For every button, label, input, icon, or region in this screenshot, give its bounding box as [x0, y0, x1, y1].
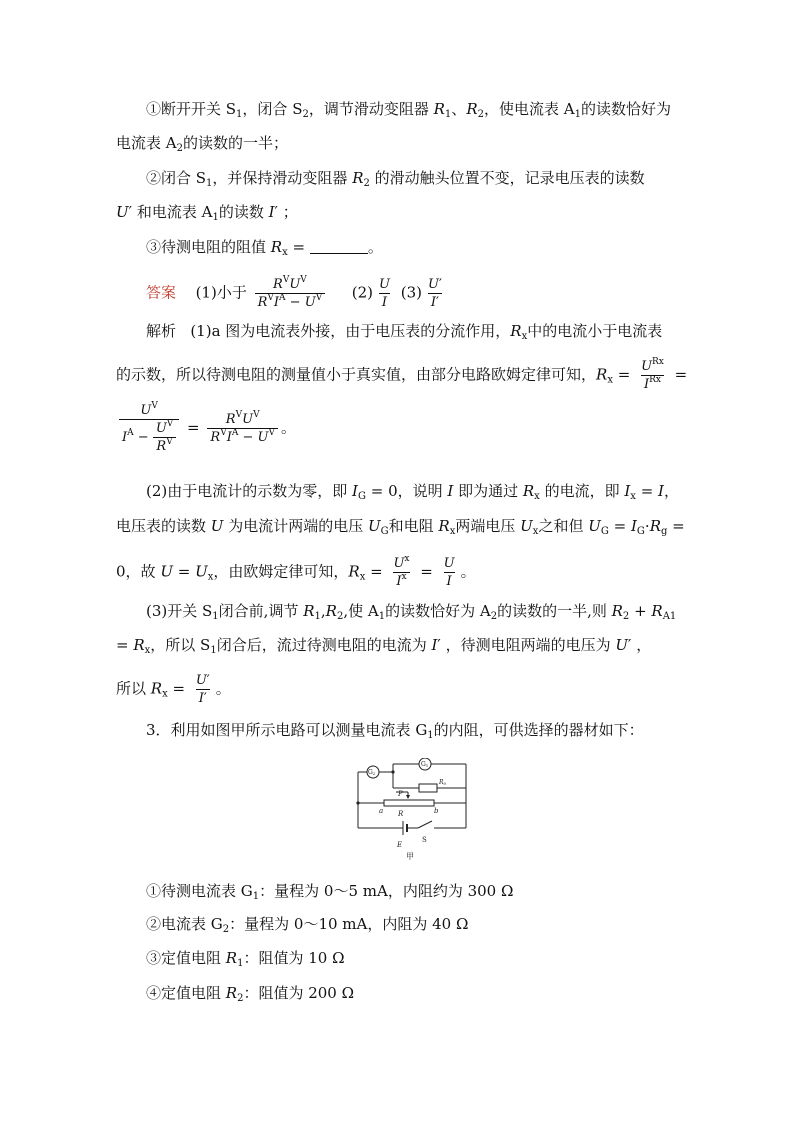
analysis-line-4: (2)由于电流计的示数为零，即 $I_G = 0$，说明 I 即为通过 $R_x$ 的电流，即 $I_x = I$，	[146, 482, 679, 502]
label-p: P	[398, 790, 403, 798]
analysis-line-2: 的示数，所以待测电阻的测量值小于真实值，由部分电路欧姆定律可知，$R_x$ = $\frac{U^{Rx}}{I^{Rx}}$ =	[116, 357, 688, 392]
analysis-line-3: $U^V$ $I^A$ − $\frac{U^V}{R^V}$ = $\frac{R^VU^V}{R^VI^A - U^V}$ 。	[116, 402, 296, 455]
analysis-line-7: (3)开关 $S_1$闭合前,调节 $R_1,R_2$,使 $A_1$的读数恰好为 $A_2$的读数的一半,则 $R_2 + R_{A1}$	[146, 602, 677, 622]
step-1-line-1: ①断开开关 $S_1$，闭合 $S_2$，调节滑动变阻器 $R_1$、$R_2$，使电流表 $A_1$的读数恰好为	[146, 100, 671, 120]
analysis-line-5: 电压表的读数 U 为电流计两端的电压 $U_G$和电阻 $R_x$两端电压 $U_x$之和但 $U_G = I_G\cdot R_g$ =	[116, 517, 685, 537]
label-g1: G1	[421, 761, 429, 768]
analysis-line-6: 0，故 $U = U_x$，由欧姆定律可知，$R_x$ = $\frac{U^x}{I^x}$ = $\frac{U}{I}$ 。	[116, 554, 476, 589]
equipment-item-4: ④定值电阻 $R_2$：阻值为 200 Ω	[146, 984, 355, 1004]
step-2-line-2: U′ 和电流表 $A_1$的读数 I′ ；	[116, 203, 298, 223]
analysis-line-8: = $R_x$，所以 $S_1$闭合后，流过待测电阻的电流为 I′ ，待测电阻两端的电压为 U′ ，	[116, 636, 652, 656]
equipment-item-1: ①待测电流表 $G_1$：量程为 0～5 mA，内阻约为 300 Ω	[146, 882, 514, 902]
analysis-fraction-complex: $U^V$ $I^A$ − $\frac{U^V}{R^V}$	[119, 402, 179, 455]
answer-blank	[310, 239, 368, 254]
step-2-line-1: ②闭合 $S_1$，并保持滑动变阻器 $R_2$ 的滑动触头位置不变，记录电压表的读数	[146, 169, 645, 189]
analysis-line-9: 所以 $R_x$ = $\frac{U'}{I'}$ 。	[116, 673, 231, 706]
label-g2: G2	[368, 769, 376, 776]
label-r: R	[398, 810, 404, 818]
label-e: E	[397, 841, 403, 849]
figure-caption: 甲	[406, 852, 414, 861]
label-a: a	[379, 807, 384, 815]
step-1-line-2: 电流表 $A_2$的读数的一半；	[116, 134, 288, 154]
equipment-item-2: ②电流表 $G_2$：量程为 0～10 mA，内阻为 40 Ω	[146, 915, 469, 935]
answer-fraction-3: $\frac{U'}{I'}$	[428, 277, 442, 310]
switch-s-icon	[418, 821, 432, 828]
answer-line: 答案 (1)小于 $\frac{R^VU^V}{R^VI^A - U^V}$ (2) $\frac{U}{I}$ (3) $\frac{U'}{I'}$	[146, 276, 448, 311]
answer-label: 答案	[146, 283, 177, 302]
analysis-label: 解析	[146, 322, 177, 340]
circuit-diagram	[350, 758, 480, 868]
resistor-r0-icon	[419, 784, 437, 792]
question-3-text: 3．利用如图甲所示电路可以测量电流表 $G_1$的内阻，可供选择的器材如下：	[146, 721, 644, 741]
step-3-line: ③待测电阻的阻值 $R_x$ = 。	[146, 238, 383, 258]
analysis-line-1: 解析 (1)a 图为电流表外接，由于电压表的分流作用，$R_x$中的电流小于电流表	[146, 322, 663, 342]
label-b: b	[434, 807, 439, 815]
answer-fraction-1: $\frac{R^VU^V}{R^VI^A - U^V}$	[255, 276, 326, 311]
equipment-item-3: ③定值电阻 $R_1$：阻值为 10 Ω	[146, 949, 345, 969]
rheostat-r-icon	[384, 800, 434, 806]
answer-fraction-2: $\frac{U}{I}$	[379, 277, 390, 310]
label-s: S	[422, 836, 427, 844]
label-r0: R0	[439, 779, 447, 786]
